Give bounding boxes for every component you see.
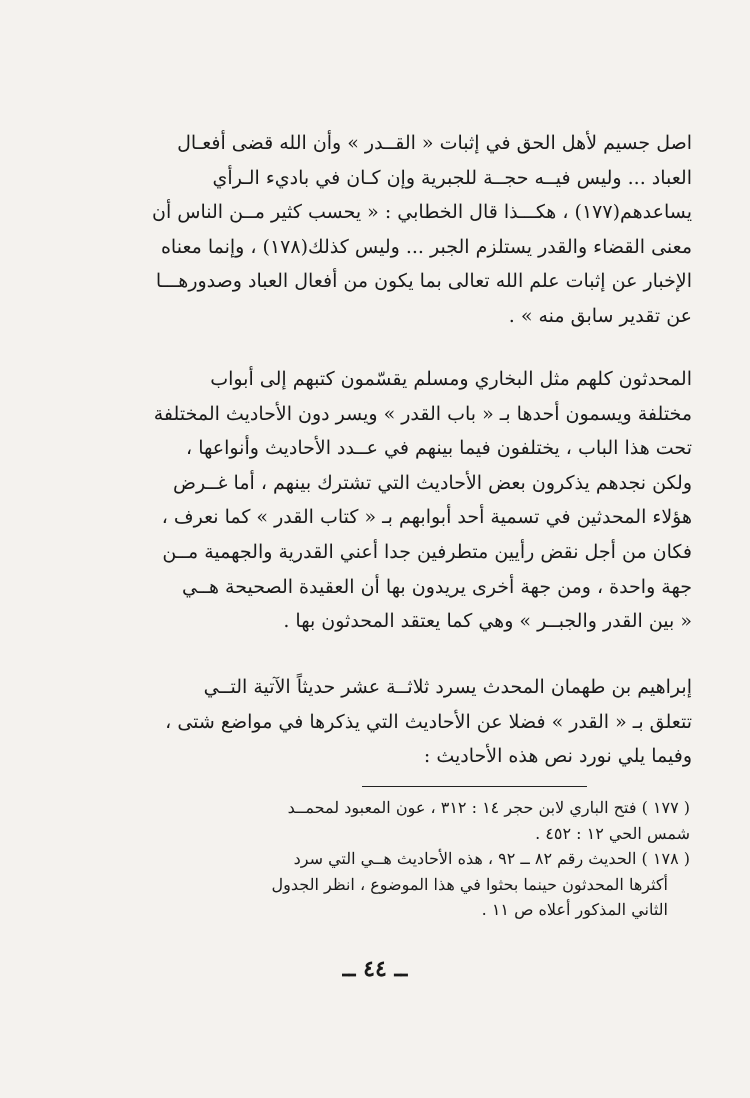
footnote-divider (362, 786, 587, 787)
text-line: الإخبار عن إثبات علم الله تعالى بما يكون من أفعال العباد وصدورهـــا (155, 270, 692, 293)
text-line: اصل جسيم لأهل الحق في إثبات « القــدر » وأن الله قضى أفعـال (177, 132, 692, 154)
text-line: تتعلق بـ « القدر » فضلا عن الأحاديث التي يذكرها في مواضع شتى ، (165, 710, 692, 733)
text-line: معنى القضاء والقدر يستلزم الجبر ... وليس كذلك(١٧٨) ، وإنما معناه (160, 235, 692, 258)
page-number: ــ ٤٤ ــ (342, 956, 408, 982)
text-line: المحدثون كلهم مثل البخاري ومسلم يقسّمون كتبهم إلى أبواب (210, 368, 692, 390)
paragraph-1 (62, 126, 692, 334)
text-line: وفيما يلي نورد نص هذه الأحاديث : (423, 745, 692, 768)
paragraph-2 (62, 362, 692, 639)
text-line: يساعدهم(١٧٧) ، هكـــذا قال الخطابي : « يحسب كثير مــن الناس أن (152, 201, 692, 224)
text-line: العباد ... وليس فيــه حجــة للجبرية وإن كـان في باديء الـرأي (212, 166, 692, 189)
text-line: إبراهيم بن طهمان المحدث يسرد ثلاثــة عشر حديثاً الآتية التــي (203, 676, 692, 698)
text-line: تحت هذا الباب ، يختلفون فيما بينهم في عــدد الأحاديث وأنواعها ، (186, 437, 692, 460)
footnote-line: الثاني المذكور أعلاه ص ١١ . (481, 900, 668, 919)
text-line: مختلفة ويسمون أحدها بـ « باب القدر » ويسر دون الأحاديث المختلفة (153, 402, 692, 425)
text-line: ولكن نجدهم يذكرون بعض الأحاديث التي تشترك بينهم ، أما غــرض (172, 471, 692, 494)
footnote-line: شمس الحي ١٢ : ٤٥٢ . (535, 823, 690, 843)
footnote-line: ( ١٧٧ ) فتح الباري لابن حجر ١٤ : ٣١٢ ، عون المعبود لمحمــد (287, 798, 690, 817)
text-line: عن تقدير سابق منه » . (508, 304, 692, 327)
text-line: جهة واحدة ، ومن جهة أخرى يريدون بها أن العقيدة الصحيحة هــي (182, 575, 692, 598)
footnote-177 (55, 795, 690, 846)
paragraph-3 (62, 670, 692, 774)
footnotes (55, 795, 690, 923)
footnote-line: أكثرها المحدثون حينما بحثوا في هذا الموضوع ، انظر الجدول (271, 874, 668, 894)
footnote-178 (55, 846, 690, 923)
text-line: فكان من أجل نقض رأيين متطرفين جدا أعني القدرية والجهمية مــن (162, 540, 692, 563)
text-line: هؤلاء المحدثين في تسمية أحد أبوابهم بـ « كتاب القدر » كما نعرف ، (161, 506, 692, 529)
text-line: « بين القدر والجبــر » وهي كما يعتقد المحدثون بها . (283, 610, 692, 633)
footnote-line: ( ١٧٨ ) الحديث رقم ٨٢ ــ ٩٢ ، هذه الأحاديث هــي التي سرد (293, 849, 690, 868)
